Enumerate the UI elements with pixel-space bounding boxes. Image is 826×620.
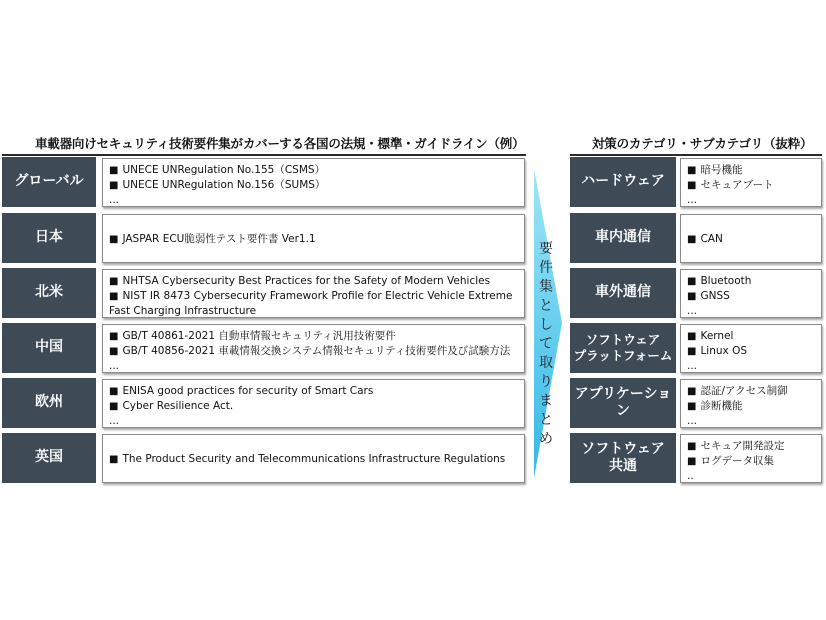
region-item-text: NIST IR 8473 Cybersecurity Framework Profile for Electric Vehicle Extreme Fast Charging Infrastructure bbox=[109, 290, 513, 317]
category-item bbox=[687, 329, 817, 344]
region-item bbox=[109, 452, 505, 467]
square-bullet-icon: ■ bbox=[687, 386, 697, 397]
category-items-box bbox=[680, 379, 822, 428]
category-item: ... bbox=[687, 360, 698, 372]
region-item bbox=[109, 163, 520, 178]
category-item-text: セキュアブート bbox=[700, 179, 774, 191]
category-items-box bbox=[680, 214, 822, 263]
square-bullet-icon: ■ bbox=[109, 165, 119, 176]
square-bullet-icon: ■ bbox=[109, 346, 119, 357]
category-item-text: 暗号機能 bbox=[700, 164, 743, 176]
category-item bbox=[687, 399, 817, 414]
square-bullet-icon: ■ bbox=[687, 441, 697, 452]
square-bullet-icon: ■ bbox=[687, 291, 697, 302]
square-bullet-icon: ■ bbox=[109, 234, 119, 245]
region-item bbox=[109, 329, 520, 344]
region-label: 中国 bbox=[2, 323, 96, 373]
square-bullet-icon: ■ bbox=[109, 276, 119, 287]
square-bullet-icon: ■ bbox=[687, 331, 697, 342]
category-item bbox=[687, 439, 817, 454]
region-items-box bbox=[102, 214, 525, 263]
region-item-text: UNECE UNRegulation No.155（CSMS） bbox=[122, 164, 326, 176]
region-item-text: GB/T 40856-2021 車載情報交換システム情報セキュリティ技術要件及び試験方法 bbox=[122, 345, 511, 357]
arrow-text: 要件集として取りまとめ bbox=[539, 241, 553, 447]
region-label: 北米 bbox=[2, 268, 96, 318]
category-item bbox=[687, 384, 817, 399]
region-item bbox=[109, 274, 520, 289]
category-item-text: 診断機能 bbox=[700, 400, 743, 412]
category-item bbox=[687, 454, 817, 469]
category-label: 車内通信 bbox=[570, 213, 676, 263]
region-label: 日本 bbox=[2, 213, 96, 263]
category-items-box bbox=[680, 158, 822, 207]
category-label: ソフトウェア プラットフォーム bbox=[570, 323, 676, 373]
category-item-text: CAN bbox=[700, 233, 723, 245]
category-item-text: ログデータ収集 bbox=[700, 455, 774, 467]
category-item bbox=[687, 163, 817, 178]
left-heading-rule bbox=[2, 154, 526, 156]
square-bullet-icon: ■ bbox=[109, 454, 119, 465]
square-bullet-icon: ■ bbox=[687, 180, 697, 191]
category-item-text: GNSS bbox=[700, 290, 730, 302]
square-bullet-icon: ■ bbox=[109, 386, 119, 397]
region-item-text: NHTSA Cybersecurity Best Practices for the Safety of Modern Vehicles bbox=[122, 275, 491, 287]
category-item bbox=[687, 178, 817, 193]
category-item-text: Kernel bbox=[700, 330, 734, 342]
region-items-box bbox=[102, 434, 525, 483]
region-items-box bbox=[102, 324, 525, 373]
category-items-box bbox=[680, 434, 822, 483]
category-item-text: Linux OS bbox=[700, 345, 748, 357]
category-item-text: 認証/アクセス制御 bbox=[700, 385, 788, 397]
region-items-box bbox=[102, 269, 525, 318]
region-items-box bbox=[102, 158, 525, 207]
region-item bbox=[109, 232, 316, 247]
category-item bbox=[687, 232, 723, 247]
category-item-text: Bluetooth bbox=[700, 275, 752, 287]
region-item-text: JASPAR ECU脆弱性テスト要件書 Ver1.1 bbox=[122, 233, 316, 245]
square-bullet-icon: ■ bbox=[109, 180, 119, 191]
square-bullet-icon: ■ bbox=[109, 331, 119, 342]
region-item-text: ENISA good practices for security of Smart Cars bbox=[122, 385, 374, 397]
square-bullet-icon: ■ bbox=[687, 346, 697, 357]
right-heading-rule bbox=[570, 154, 822, 156]
category-item: .. bbox=[687, 470, 694, 482]
square-bullet-icon: ■ bbox=[109, 291, 119, 302]
category-label: 車外通信 bbox=[570, 268, 676, 318]
category-item: ... bbox=[687, 415, 698, 427]
category-items-box bbox=[680, 324, 822, 373]
category-item bbox=[687, 344, 817, 359]
region-items-box bbox=[102, 379, 525, 428]
region-item-text: Cyber Resilience Act. bbox=[122, 400, 234, 412]
region-item bbox=[109, 384, 520, 399]
category-items-box bbox=[680, 269, 822, 318]
region-label: グローバル bbox=[2, 157, 96, 207]
region-item-text: GB/T 40861-2021 自動車情報セキュリティ汎用技術要件 bbox=[122, 330, 396, 342]
region-label: 英国 bbox=[2, 433, 96, 483]
region-item: ... bbox=[109, 415, 120, 427]
region-item bbox=[109, 178, 520, 193]
right-heading: 対策のカテゴリ・サブカテゴリ（抜粋） bbox=[592, 136, 813, 151]
region-item bbox=[109, 344, 520, 359]
square-bullet-icon: ■ bbox=[687, 234, 697, 245]
category-item bbox=[687, 289, 817, 304]
square-bullet-icon: ■ bbox=[687, 276, 697, 287]
category-label: ソフトウェア 共通 bbox=[570, 433, 676, 483]
region-item-text: The Product Security and Telecommunications Infrastructure Regulations bbox=[122, 453, 506, 465]
square-bullet-icon: ■ bbox=[687, 165, 697, 176]
region-item bbox=[109, 399, 520, 414]
region-item bbox=[109, 289, 520, 318]
square-bullet-icon: ■ bbox=[687, 401, 697, 412]
category-item bbox=[687, 274, 817, 289]
left-heading: 車載器向けセキュリティ技術要件集がカバーする各国の法規・標準・ガイドライン（例） bbox=[35, 136, 525, 151]
region-item: ... bbox=[109, 194, 120, 206]
region-item-text: UNECE UNRegulation No.156（SUMS） bbox=[122, 179, 326, 191]
square-bullet-icon: ■ bbox=[687, 456, 697, 467]
square-bullet-icon: ■ bbox=[109, 401, 119, 412]
category-label: ハードウェア bbox=[570, 157, 676, 207]
region-item: ... bbox=[109, 360, 120, 372]
category-item-text: セキュア開発設定 bbox=[700, 440, 785, 452]
region-label: 欧州 bbox=[2, 378, 96, 428]
category-item: ... bbox=[687, 305, 698, 317]
category-item: ... bbox=[687, 194, 698, 206]
category-label: アプリケーション bbox=[570, 378, 676, 428]
